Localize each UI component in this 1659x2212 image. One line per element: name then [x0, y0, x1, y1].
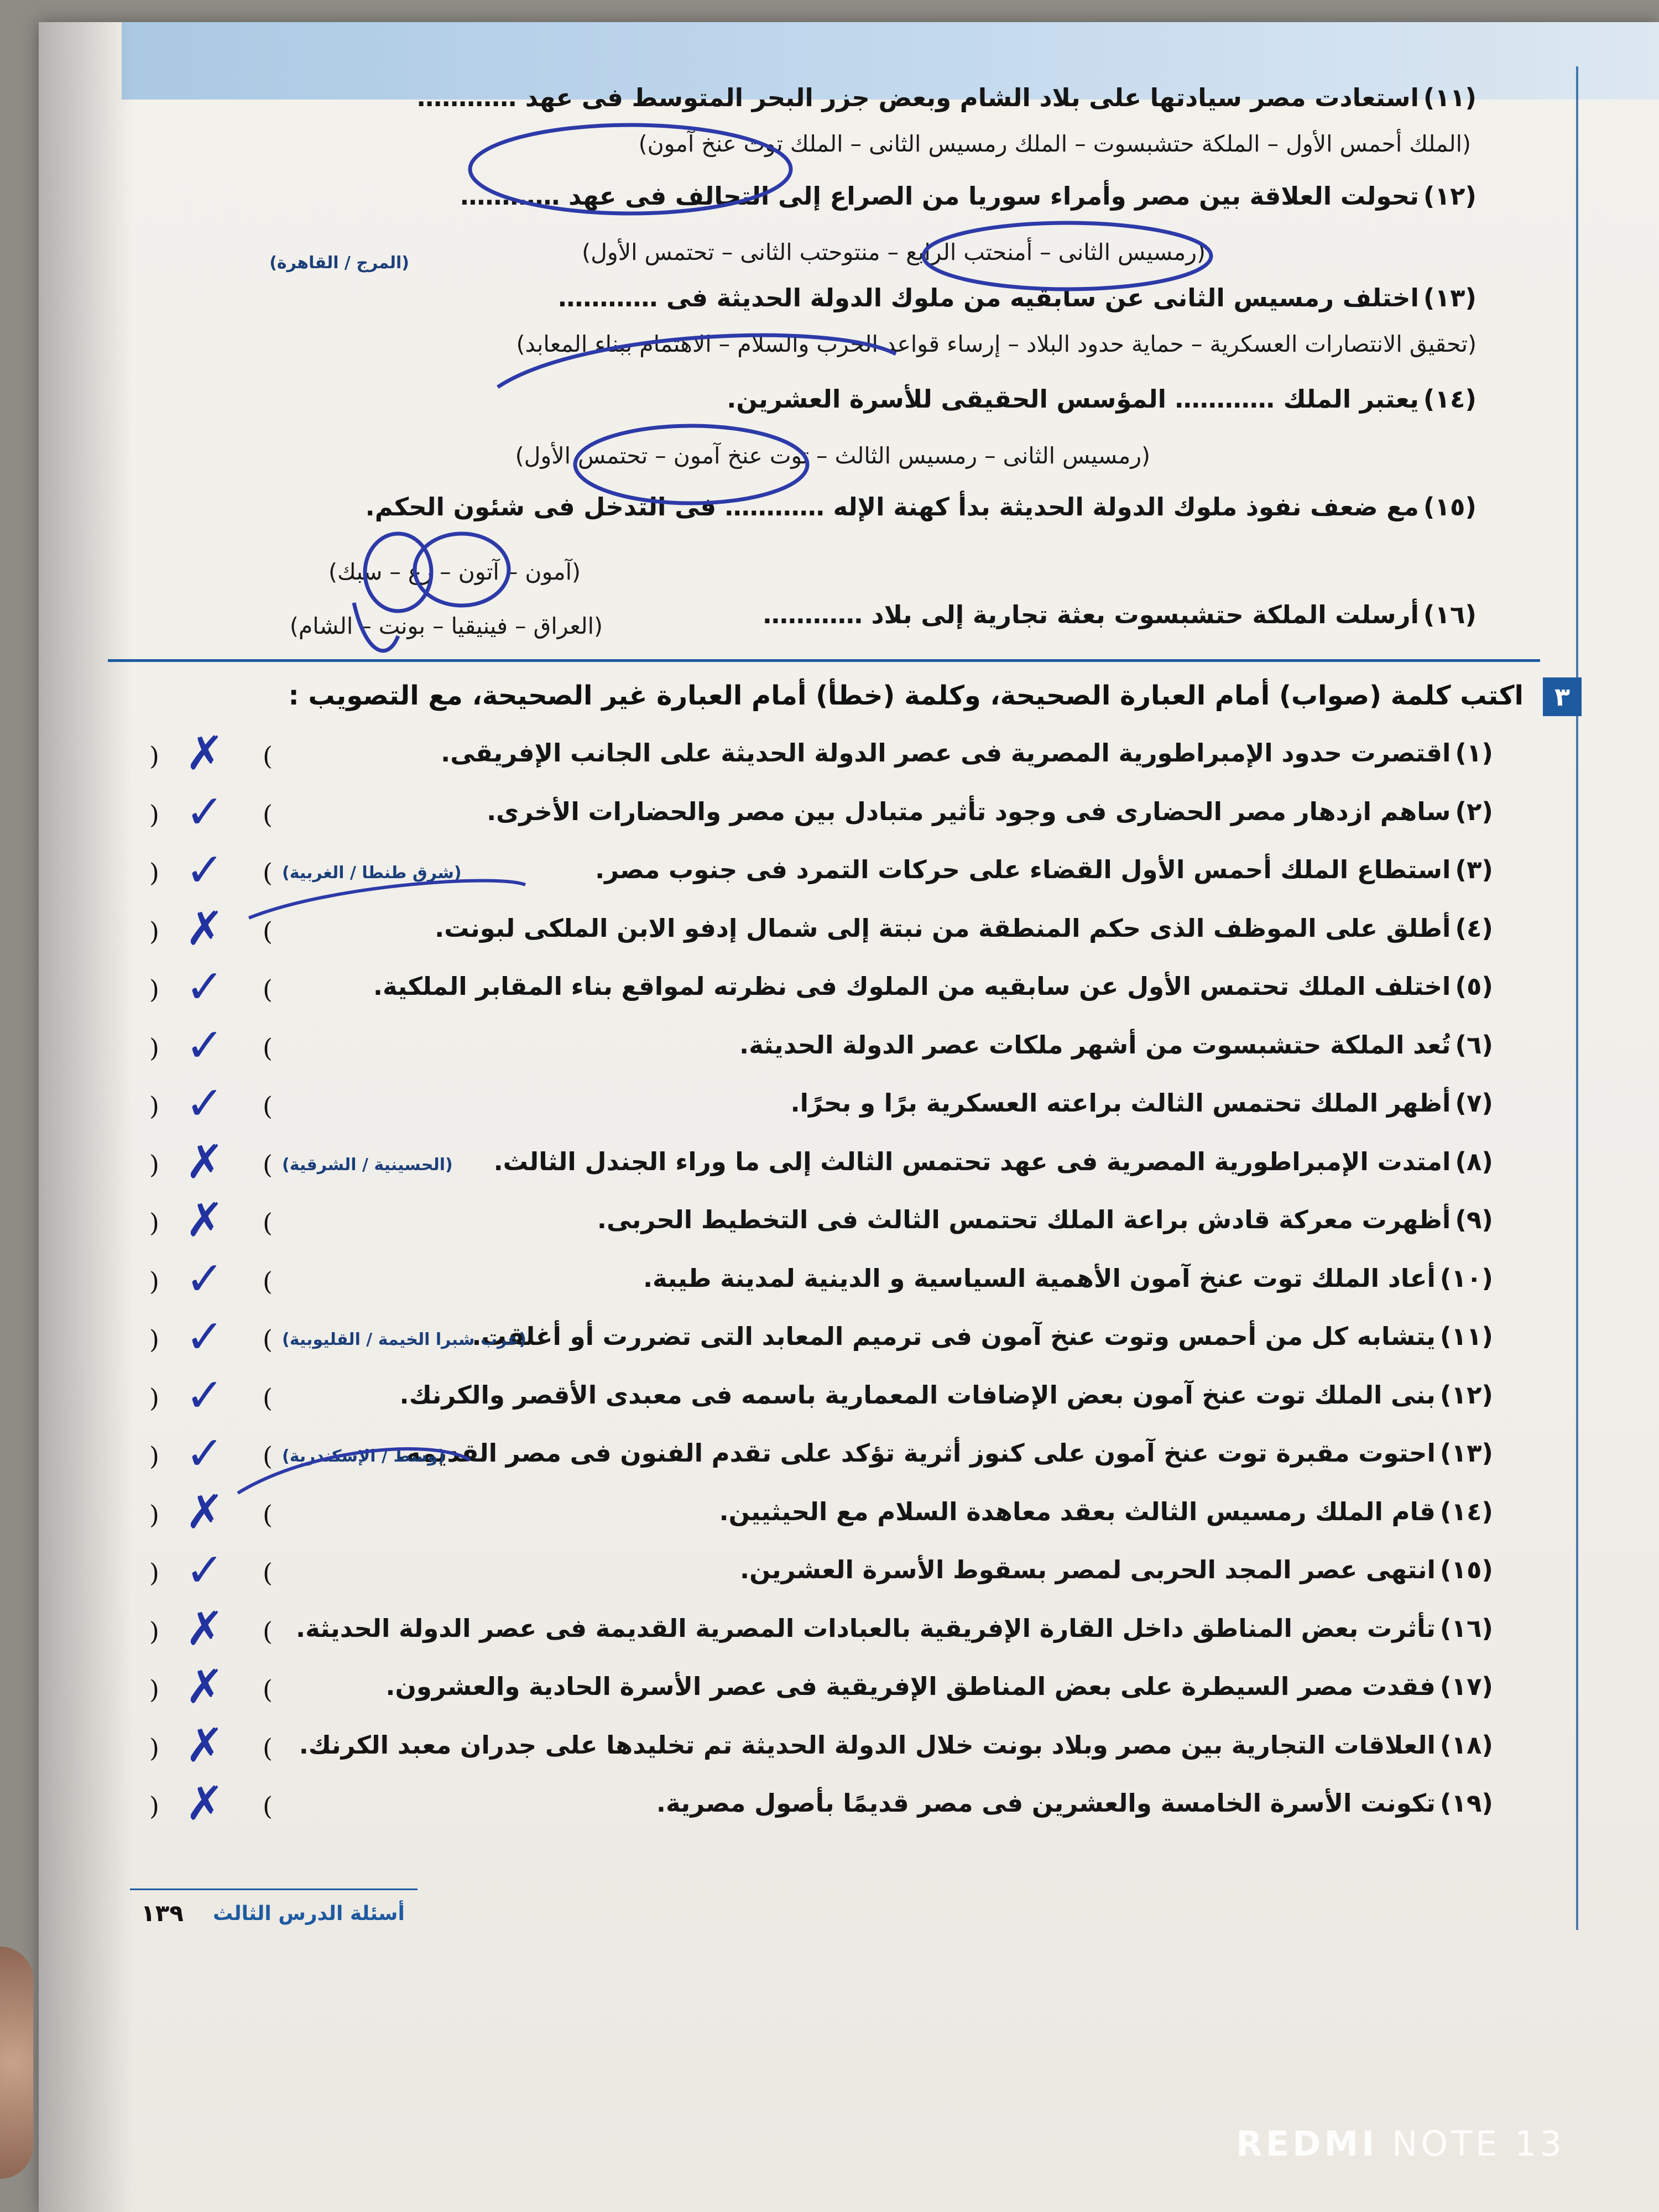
- statement-row: [487, 797, 1493, 826]
- watermark-brand: REDMI: [1236, 2124, 1378, 2164]
- statement-row: [397, 1438, 1493, 1468]
- question-12-options: (رمسيس الثانى – أمنحتب الرابع – منتوحتب الثانى – تحتمس الأول): [582, 239, 1206, 265]
- statement-row: [494, 1147, 1493, 1176]
- statement-source: (غرب شبرا الخيمة / القليوبية): [282, 1330, 527, 1349]
- page-fold-shadow: [39, 22, 133, 2212]
- statement-text: أظهرت معركة قادش براعة الملك تحتمس الثالث فى التخطيط الحربى.: [597, 1205, 1451, 1234]
- answer-paren-open: (: [149, 1791, 159, 1821]
- statement-number: (٦): [1455, 1030, 1493, 1060]
- statement-row: [299, 1730, 1493, 1760]
- answer-paren-close: ): [263, 1032, 273, 1063]
- answer-paren-open: (: [149, 1383, 159, 1413]
- statement-row: [472, 1322, 1493, 1351]
- statement-number: (٨): [1455, 1146, 1493, 1176]
- statement-number: (١٠): [1439, 1263, 1493, 1293]
- answer-mark[interactable]: ✗: [185, 1718, 225, 1772]
- answer-paren-open: (: [149, 1091, 159, 1121]
- statement-number: (١٩): [1439, 1788, 1493, 1818]
- statement-text: احتوت مقبرة توت عنخ آمون على كنوز أثرية تؤكد على تقدم الفنون فى مصر القديمة.: [396, 1438, 1436, 1468]
- statement-number: (٣): [1455, 855, 1493, 884]
- answer-paren-open: (: [149, 1733, 159, 1763]
- question-16: (١٦)أرسلت الملكة حتشبسوت بعثة تجارية إلى بلاد …………: [763, 600, 1477, 629]
- section-instruction: اكتب كلمة (صواب) أمام العبارة الصحيحة، وكلمة (خطأ) أمام العبارة غير الصحيحة، مع التصويب :: [288, 680, 1524, 711]
- answer-paren-close: ): [263, 1324, 273, 1354]
- statement-number: (١٥): [1439, 1555, 1493, 1584]
- answer-mark[interactable]: ✗: [185, 1776, 225, 1830]
- answer-mark[interactable]: ✗: [185, 1660, 225, 1714]
- answer-paren-close: ): [263, 974, 273, 1004]
- answer-paren-close: ): [263, 858, 273, 888]
- answer-paren-close: ): [263, 1149, 273, 1180]
- question-13-options: (تحقيق الانتصارات العسكرية – حماية حدود البلاد – إرساء قواعد الحرب والسلام – الاهتمام ببناء المعابد): [516, 331, 1477, 357]
- answer-mark[interactable]: ✓: [185, 959, 225, 1014]
- statement-text: ساهم ازدهار مصر الحضارى فى وجود تأثير متبادل بين مصر والحضارات الأخرى.: [487, 796, 1451, 826]
- question-12: (١٢)تحولت العلاقة بين مصر وأمراء سوريا من الصراع إلى التحالف فى عهد …………: [460, 181, 1477, 211]
- answer-paren-open: (: [149, 1324, 159, 1354]
- statement-text: تأثرت بعض المناطق داخل القارة الإفريقية بالعبادات المصرية القديمة فى عصر الدولة الحديثة.: [295, 1613, 1436, 1643]
- statement-number: (١٤): [1439, 1496, 1493, 1526]
- question-15: (١٥)مع ضعف نفوذ ملوك الدولة الحديثة بدأ كهنة الإله ………… فى التدخل فى شئون الحكم.: [365, 492, 1477, 521]
- answer-paren-close: ): [263, 741, 273, 771]
- footer-rule: [130, 1888, 418, 1890]
- statement-row: [435, 914, 1493, 943]
- answer-paren-close: ): [263, 1558, 273, 1588]
- statement-text: أعاد الملك توت عنخ آمون الأهمية السياسية و الدينية لمدينة طيبة.: [643, 1263, 1436, 1293]
- section-divider: [108, 659, 1540, 662]
- statement-text: فقدت مصر السيطرة على بعض المناطق الإفريقية فى عصر الأسرة الحادية والعشرون.: [385, 1672, 1436, 1701]
- answer-mark[interactable]: ✗: [185, 1484, 225, 1539]
- answer-paren-open: (: [149, 1208, 159, 1238]
- question-11: (١١)استعادت مصر سيادتها على بلاد الشام وبعض جزر البحر المتوسط فى عهد …………: [417, 83, 1477, 112]
- answer-mark[interactable]: ✓: [185, 1251, 225, 1306]
- statement-text: العلاقات التجارية بين مصر وبلاد بونت خلال الدولة الحديثة تم تخليدها على جدران معبد الكرنك.: [299, 1730, 1436, 1760]
- answer-paren-open: (: [149, 1032, 159, 1063]
- watermark-model: NOTE 13: [1392, 2124, 1565, 2164]
- question-12-source: (المرج / القاهرة): [269, 253, 409, 273]
- statement-number: (١١): [1439, 1322, 1493, 1351]
- answer-paren-open: (: [149, 741, 159, 771]
- statement-row: [656, 1788, 1493, 1818]
- statement-number: (٩): [1455, 1205, 1493, 1234]
- question-16-options: (العراق – فينيقيا – بونت – الشام): [289, 613, 603, 639]
- statement-number: (٤): [1455, 913, 1493, 943]
- answer-mark[interactable]: ✓: [185, 784, 225, 839]
- answer-mark[interactable]: ✓: [185, 1368, 225, 1422]
- statement-number: (١): [1455, 738, 1493, 768]
- question-text: يعتبر الملك ………… المؤسس الحقيقى للأسرة العشرين.: [727, 384, 1419, 414]
- statement-text: امتدت الإمبراطورية المصرية فى عهد تحتمس الثالث إلى ما وراء الجندل الثالث.: [493, 1146, 1451, 1176]
- answer-paren-open: (: [149, 1149, 159, 1180]
- statement-row: [719, 1497, 1493, 1526]
- answer-paren-open: (: [149, 858, 159, 888]
- statement-number: (١٦): [1439, 1613, 1493, 1643]
- answer-mark[interactable]: ✗: [185, 726, 225, 780]
- answer-paren-close: ): [263, 1383, 273, 1413]
- statement-text: أظهر الملك تحتمس الثالث براعته العسكرية برًا و بحرًا.: [790, 1088, 1451, 1118]
- statement-row: [399, 1380, 1493, 1410]
- statement-text: يتشابه كل من أحمس وتوت عنخ آمون فى ترميم المعابد التى تضررت أو أغلقت.: [472, 1322, 1436, 1351]
- answer-paren-open: (: [149, 974, 159, 1004]
- margin-rule: [1576, 66, 1578, 1930]
- statement-text: اختلف الملك تحتمس الأول عن سابقيه من الملوك فى نظرته لمواقع بناء المقابر الملكية.: [373, 972, 1451, 1001]
- answer-paren-open: (: [149, 1441, 159, 1471]
- answer-paren-close: ): [263, 1441, 273, 1471]
- question-text: تحولت العلاقة بين مصر وأمراء سوريا من الصراع إلى التحالف فى عهد …………: [460, 181, 1419, 211]
- statement-number: (١٨): [1439, 1730, 1493, 1760]
- page-number: ١٣٩: [141, 1900, 184, 1927]
- statement-text: استطاع الملك أحمس الأول القضاء على حركات التمرد فى جنوب مصر.: [595, 855, 1451, 884]
- section-number-badge: ٣: [1543, 677, 1582, 716]
- answer-paren-open: (: [149, 1499, 159, 1530]
- answer-mark[interactable]: ✓: [185, 843, 225, 897]
- statement-text: قام الملك رمسيس الثالث بعقد معاهدة السلام مع الحيثيين.: [719, 1496, 1436, 1526]
- answer-paren-open: (: [149, 1266, 159, 1296]
- statement-number: (١٧): [1439, 1672, 1493, 1701]
- statement-row: [739, 1030, 1493, 1060]
- statement-source: (شرق طنطا / الغربية): [282, 863, 462, 883]
- answer-paren-open: (: [149, 1558, 159, 1588]
- answer-paren-close: ): [263, 1266, 273, 1296]
- answer-mark[interactable]: ✓: [185, 1426, 225, 1480]
- answer-paren-open: (: [149, 799, 159, 830]
- answer-mark[interactable]: ✗: [185, 1134, 225, 1189]
- statement-text: تُعد الملكة حتشبسوت من أشهر ملكات عصر الدولة الحديثة.: [739, 1030, 1451, 1060]
- answer-paren-close: ): [263, 1499, 273, 1530]
- statement-number: (٥): [1455, 972, 1493, 1001]
- question-text: اختلف رمسيس الثانى عن سابقيه من ملوك الدولة الحديثة فى …………: [558, 283, 1419, 312]
- statement-row: [441, 738, 1493, 768]
- statement-row: [597, 1205, 1493, 1234]
- answer-paren-close: ): [263, 1674, 273, 1704]
- question-text: استعادت مصر سيادتها على بلاد الشام وبعض جزر البحر المتوسط فى عهد …………: [417, 83, 1419, 112]
- answer-paren-close: ): [263, 799, 273, 830]
- question-11-options: (الملك أحمس الأول – الملكة حتشبسوت – الملك رمسيس الثانى – الملك توت عنخ آمون): [638, 131, 1471, 157]
- statement-number: (١٣): [1439, 1438, 1493, 1468]
- answer-paren-open: (: [149, 1674, 159, 1704]
- question-text: مع ضعف نفوذ ملوك الدولة الحديثة بدأ كهنة الإله ………… فى التدخل فى شئون الحكم.: [365, 492, 1419, 521]
- statement-source: (وسط / الإسكندرية): [282, 1447, 446, 1466]
- question-14: (١٤)يعتبر الملك ………… المؤسس الحقيقى للأسرة العشرين.: [727, 384, 1477, 414]
- question-14-options: (رمسيس الثانى – رمسيس الثالث – توت عنخ آمون – تحتمس الأول): [515, 442, 1150, 469]
- answer-mark[interactable]: ✓: [185, 1076, 225, 1130]
- statement-row: [296, 1614, 1493, 1643]
- answer-mark[interactable]: ✗: [185, 1193, 225, 1247]
- answer-mark[interactable]: ✗: [185, 901, 225, 956]
- statement-number: (٢): [1455, 796, 1493, 826]
- question-13: (١٣)اختلف رمسيس الثانى عن سابقيه من ملوك الدولة الحديثة فى …………: [558, 283, 1477, 312]
- answer-paren-close: ): [263, 1208, 273, 1238]
- statement-row: [790, 1088, 1493, 1118]
- answer-paren-close: ): [263, 916, 273, 946]
- statement-row: [643, 1264, 1493, 1293]
- statement-number: (١٢): [1439, 1380, 1493, 1410]
- statement-row: [373, 972, 1493, 1001]
- answer-mark[interactable]: ✓: [185, 1310, 225, 1364]
- statement-row: [385, 1672, 1493, 1701]
- question-15-options: (آمون – آتون – رع – سبك): [328, 559, 581, 585]
- answer-paren-close: ): [263, 1791, 273, 1821]
- statement-text: بنى الملك توت عنخ آمون بعض الإضافات المعمارية باسمه فى معبدى الأقصر والكرنك.: [399, 1380, 1436, 1410]
- statement-number: (٧): [1455, 1088, 1493, 1118]
- statement-text: تكونت الأسرة الخامسة والعشرين فى مصر قديمًا بأصول مصرية.: [656, 1788, 1436, 1818]
- answer-paren-close: ): [263, 1616, 273, 1646]
- answer-mark[interactable]: ✗: [185, 1601, 225, 1656]
- statement-source: (الحسينية / الشرقية): [282, 1155, 453, 1175]
- answer-mark[interactable]: ✓: [185, 1543, 225, 1597]
- answer-paren-open: (: [149, 1616, 159, 1646]
- statement-row: [740, 1555, 1493, 1584]
- statement-row: [595, 855, 1493, 884]
- statement-text: اقتصرت حدود الإمبراطورية المصرية فى عصر الدولة الحديثة على الجانب الإفريقى.: [441, 738, 1451, 768]
- question-text: أرسلت الملكة حتشبسوت بعثة تجارية إلى بلاد …………: [763, 600, 1419, 629]
- statement-text: أطلق على الموظف الذى حكم المنطقة من نبتة إلى شمال إدفو الابن الملكى لبونت.: [435, 913, 1451, 943]
- answer-paren-close: ): [263, 1733, 273, 1763]
- statement-text: انتهى عصر المجد الحربى لمصر بسقوط الأسرة العشرين.: [739, 1555, 1436, 1584]
- finger: [0, 1947, 33, 2179]
- answer-paren-close: ): [263, 1091, 273, 1121]
- footer-lesson-title: أسئلة الدرس الثالث: [213, 1902, 405, 1925]
- camera-watermark: [1236, 2124, 1565, 2164]
- answer-paren-open: (: [149, 916, 159, 946]
- answer-mark[interactable]: ✓: [185, 1018, 225, 1072]
